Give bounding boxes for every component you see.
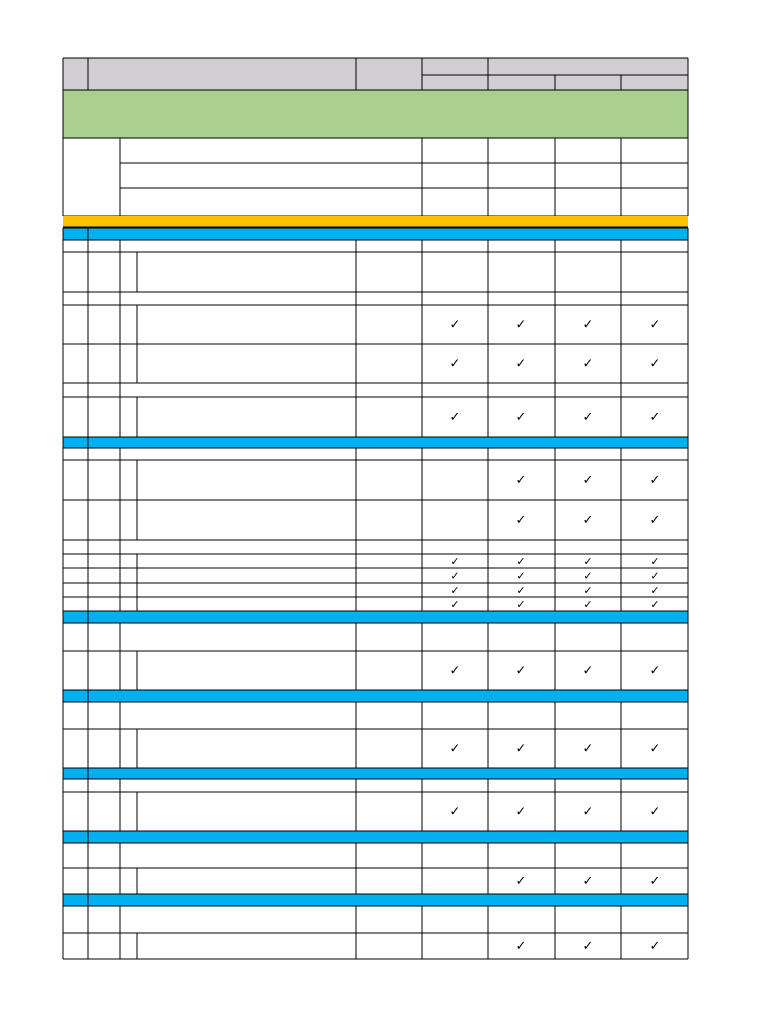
check-icon: ✓	[515, 317, 527, 333]
check-icon: ✓	[650, 598, 660, 611]
check-icon: ✓	[649, 473, 661, 488]
section-header-band	[63, 831, 688, 843]
check-icon: ✓	[449, 317, 461, 333]
check-icon: ✓	[649, 741, 661, 757]
check-icon: ✓	[582, 317, 594, 333]
check-icon: ✓	[582, 356, 594, 372]
check-icon: ✓	[583, 569, 593, 583]
check-icon: ✓	[516, 569, 526, 583]
intro-band	[63, 90, 688, 138]
check-icon: ✓	[515, 874, 527, 889]
check-icon: ✓	[449, 663, 461, 679]
check-icon: ✓	[449, 804, 461, 820]
check-icon: ✓	[450, 569, 460, 583]
check-icon: ✓	[515, 939, 527, 954]
check-icon: ✓	[515, 663, 527, 679]
check-icon: ✓	[516, 598, 526, 611]
section-header-band	[63, 437, 688, 448]
check-icon: ✓	[650, 569, 660, 583]
check-icon: ✓	[582, 410, 594, 425]
check-icon: ✓	[449, 356, 461, 372]
check-icon: ✓	[649, 939, 661, 954]
check-icon: ✓	[583, 598, 593, 611]
section-header-band	[63, 228, 688, 240]
check-icon: ✓	[449, 741, 461, 757]
check-icon: ✓	[582, 663, 594, 679]
check-icon: ✓	[649, 317, 661, 333]
check-icon: ✓	[582, 473, 594, 488]
check-icon: ✓	[515, 473, 527, 488]
check-icon: ✓	[515, 356, 527, 372]
check-icon: ✓	[583, 584, 593, 597]
check-icon: ✓	[650, 584, 660, 597]
check-icon: ✓	[650, 555, 660, 568]
check-icon: ✓	[649, 410, 661, 425]
check-icon: ✓	[649, 663, 661, 679]
check-icon: ✓	[582, 804, 594, 820]
check-icon: ✓	[582, 939, 594, 954]
check-icon: ✓	[515, 410, 527, 425]
check-icon: ✓	[449, 410, 461, 425]
check-icon: ✓	[450, 584, 460, 597]
check-icon: ✓	[649, 513, 661, 528]
check-icon: ✓	[515, 804, 527, 820]
check-icon: ✓	[515, 513, 527, 528]
check-icon: ✓	[450, 555, 460, 568]
section-header-band	[63, 690, 688, 702]
check-icon: ✓	[649, 356, 661, 372]
check-icon: ✓	[649, 804, 661, 820]
check-icon: ✓	[516, 584, 526, 597]
header-band	[63, 58, 688, 90]
check-icon: ✓	[649, 874, 661, 889]
check-icon: ✓	[582, 513, 594, 528]
check-icon: ✓	[582, 874, 594, 889]
check-icon: ✓	[582, 741, 594, 757]
check-icon: ✓	[583, 555, 593, 568]
check-icon: ✓	[516, 555, 526, 568]
orange-divider	[63, 216, 688, 227]
section-header-band	[63, 611, 688, 623]
section-header-band	[63, 894, 688, 906]
section-header-band	[63, 768, 688, 779]
check-icon: ✓	[450, 598, 460, 611]
check-icon: ✓	[515, 741, 527, 757]
